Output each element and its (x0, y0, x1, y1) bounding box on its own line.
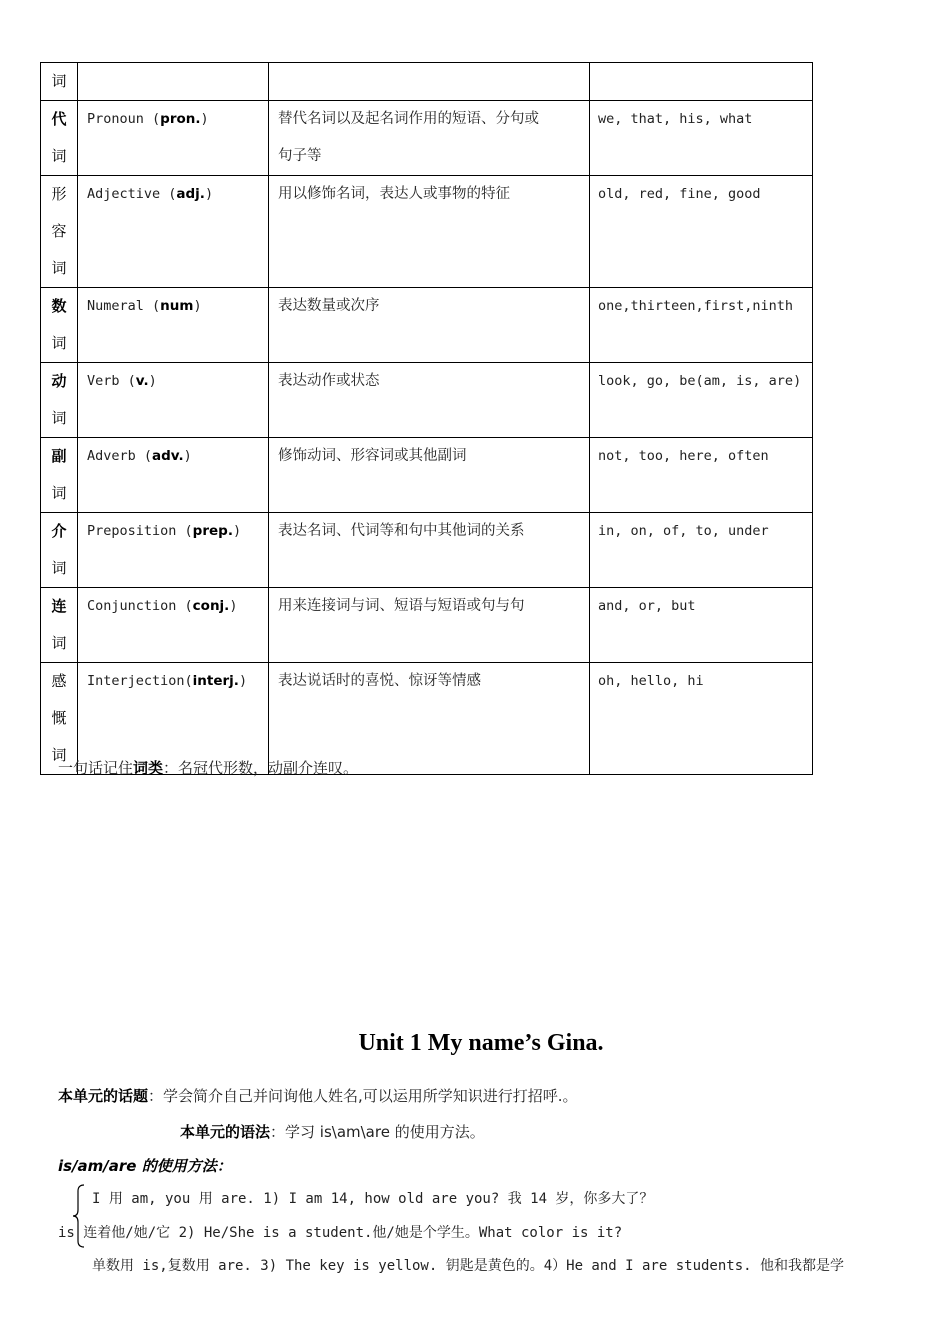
table-row (41, 588, 813, 663)
pos-chinese-name (41, 588, 78, 663)
pos-english-name (78, 513, 269, 588)
pos-chinese-char: 词 (51, 334, 67, 352)
pos-examples: oh, hello, hi (590, 663, 813, 775)
pos-name-text: Interjection( (87, 673, 193, 689)
topic-line (58, 1085, 578, 1106)
usage-line-2: is 连着他/她/它 2) He/She is a student.他/她是个学生。What color is it? (58, 1225, 623, 1241)
pos-chinese-char: 词 (51, 259, 67, 277)
mnemonic-line (58, 757, 358, 778)
pos-description (269, 176, 590, 288)
pos-description (269, 513, 590, 588)
pos-abbreviation: v. (135, 373, 149, 389)
pos-chinese-name (41, 101, 78, 176)
pos-name-text: Numeral ( (87, 298, 161, 314)
pos-abbreviation: num (160, 298, 194, 314)
pos-examples: not, too, here, often (590, 438, 813, 513)
table-row (41, 438, 813, 513)
pos-name-text: Adverb ( (87, 448, 153, 464)
pos-chinese-char: 容 (51, 222, 67, 240)
pos-name-suffix: ) (204, 186, 214, 202)
unit-title: Unit 1 My name’s Gina. (358, 1030, 604, 1056)
pos-chinese-char: 词 (51, 746, 67, 764)
pos-chinese-char: 词 (51, 634, 67, 652)
pos-chinese-char: 词 (51, 409, 67, 427)
pos-description (269, 588, 590, 663)
pos-description (269, 288, 590, 363)
pos-chinese-char: 介 (51, 522, 67, 540)
pos-english-name (78, 176, 269, 288)
pos-name-text: Pronoun ( (87, 111, 161, 127)
pos-name-text: Conjunction ( (87, 598, 193, 614)
mnemonic-bold: 词类 (133, 759, 164, 777)
pos-description (269, 363, 590, 438)
pos-description-line: 表达动作或状态 (278, 373, 380, 389)
pos-chinese-char: 词 (51, 559, 67, 577)
pos-description (269, 438, 590, 513)
pos-examples: we, that, his, what (590, 101, 813, 176)
usage-line-3: 单数用 is,复数用 are. 3) The key is yellow. 钥匙是黄色的。4）He and I are students. 他和我都是学 (92, 1258, 845, 1274)
pos-examples (590, 63, 813, 101)
pos-chinese-char: 词 (51, 72, 67, 90)
pos-chinese-name (41, 513, 78, 588)
pos-description-line: 表达名词、代词等和句中其他词的关系 (278, 523, 525, 539)
pos-description-line: 表达数量或次序 (278, 298, 380, 314)
pos-abbreviation: pron. (160, 111, 201, 127)
pos-chinese-char: 动 (51, 372, 67, 390)
pos-name-text: Adjective ( (87, 186, 177, 202)
pos-chinese-char: 数 (51, 297, 67, 315)
pos-examples: old, red, fine, good (590, 176, 813, 288)
pos-chinese-char: 慨 (51, 709, 67, 727)
pos-abbreviation: prep. (192, 523, 233, 539)
pos-examples: look, go, be(am, is, are) (590, 363, 813, 438)
pos-chinese-name (41, 63, 78, 101)
pos-english-name (78, 288, 269, 363)
pos-name-suffix: ) (148, 373, 157, 389)
pos-chinese-char: 形 (51, 185, 67, 203)
pos-chinese-name (41, 176, 78, 288)
pos-description-line: 修饰动词、形容词或其他副词 (278, 448, 467, 464)
topic-label: 本单元的话题 (58, 1087, 149, 1105)
pos-abbreviation: adv. (152, 448, 184, 464)
pos-english-name (78, 588, 269, 663)
pos-chinese-char: 连 (51, 597, 67, 615)
pos-description-line: 句子等 (278, 147, 322, 164)
grammar-text: ：学习 is\am\are 的使用方法。 (270, 1123, 485, 1141)
pos-chinese-name (41, 288, 78, 363)
grammar-label: 本单元的语法 (180, 1123, 271, 1141)
pos-description-line: 用以修饰名词，表达人或事物的特征 (278, 186, 510, 202)
pos-name-suffix: ) (238, 673, 248, 689)
pos-abbreviation: adj. (176, 186, 205, 202)
table-row (41, 288, 813, 363)
pos-chinese-char: 副 (51, 447, 67, 465)
pos-name-suffix: ) (232, 523, 242, 539)
table-row (41, 363, 813, 438)
pos-abbreviation: interj. (192, 673, 239, 689)
pos-name-suffix: ) (183, 448, 192, 464)
pos-chinese-name (41, 438, 78, 513)
pos-english-name (78, 101, 269, 176)
usage-heading: is/am/are 的使用方法： (58, 1157, 232, 1175)
pos-examples: in, on, of, to, under (590, 513, 813, 588)
pos-english-name (78, 363, 269, 438)
pos-chinese-char: 感 (51, 672, 67, 690)
pos-description-line: 用来连接词与词、短语与短语或句与句 (278, 598, 525, 614)
pos-name-text: Preposition ( (87, 523, 193, 539)
pos-examples: and, or, but (590, 588, 813, 663)
table-row (41, 176, 813, 288)
pos-name-text: Verb ( (87, 373, 136, 389)
pos-chinese-char: 代 (51, 110, 67, 128)
pos-description (269, 63, 590, 101)
table-row (41, 513, 813, 588)
topic-text: ：学会简介自己并问询他人姓名,可以运用所学知识进行打招呼.。 (148, 1087, 578, 1105)
mnemonic-suffix: ：名冠代形数，动副介连叹。 (163, 759, 359, 777)
pos-chinese-char: 词 (51, 484, 67, 502)
pos-description-line: 表达说话时的喜悦、惊讶等情感 (278, 673, 481, 689)
usage-line-1: I 用 am, you 用 are. 1) I am 14, how old are you? 我 14 岁，你多大了？ (92, 1191, 654, 1207)
pos-description-line: 替代名词以及起名词作用的短语、分句或 (278, 111, 539, 127)
table-row (41, 101, 813, 176)
parts-of-speech-table (40, 62, 813, 775)
pos-chinese-name (41, 363, 78, 438)
pos-name-suffix: ) (200, 111, 209, 127)
pos-examples: one,thirteen,first,ninth (590, 288, 813, 363)
pos-english-name (78, 438, 269, 513)
pos-english-name (78, 63, 269, 101)
pos-description (269, 101, 590, 176)
pos-name-suffix: ) (193, 298, 202, 314)
pos-abbreviation: conj. (192, 598, 230, 614)
pos-name-suffix: ) (229, 598, 238, 614)
grammar-line (180, 1121, 485, 1142)
pos-chinese-char: 词 (51, 147, 67, 165)
table-row (41, 63, 813, 101)
mnemonic-prefix: 一句话记住 (58, 759, 134, 777)
